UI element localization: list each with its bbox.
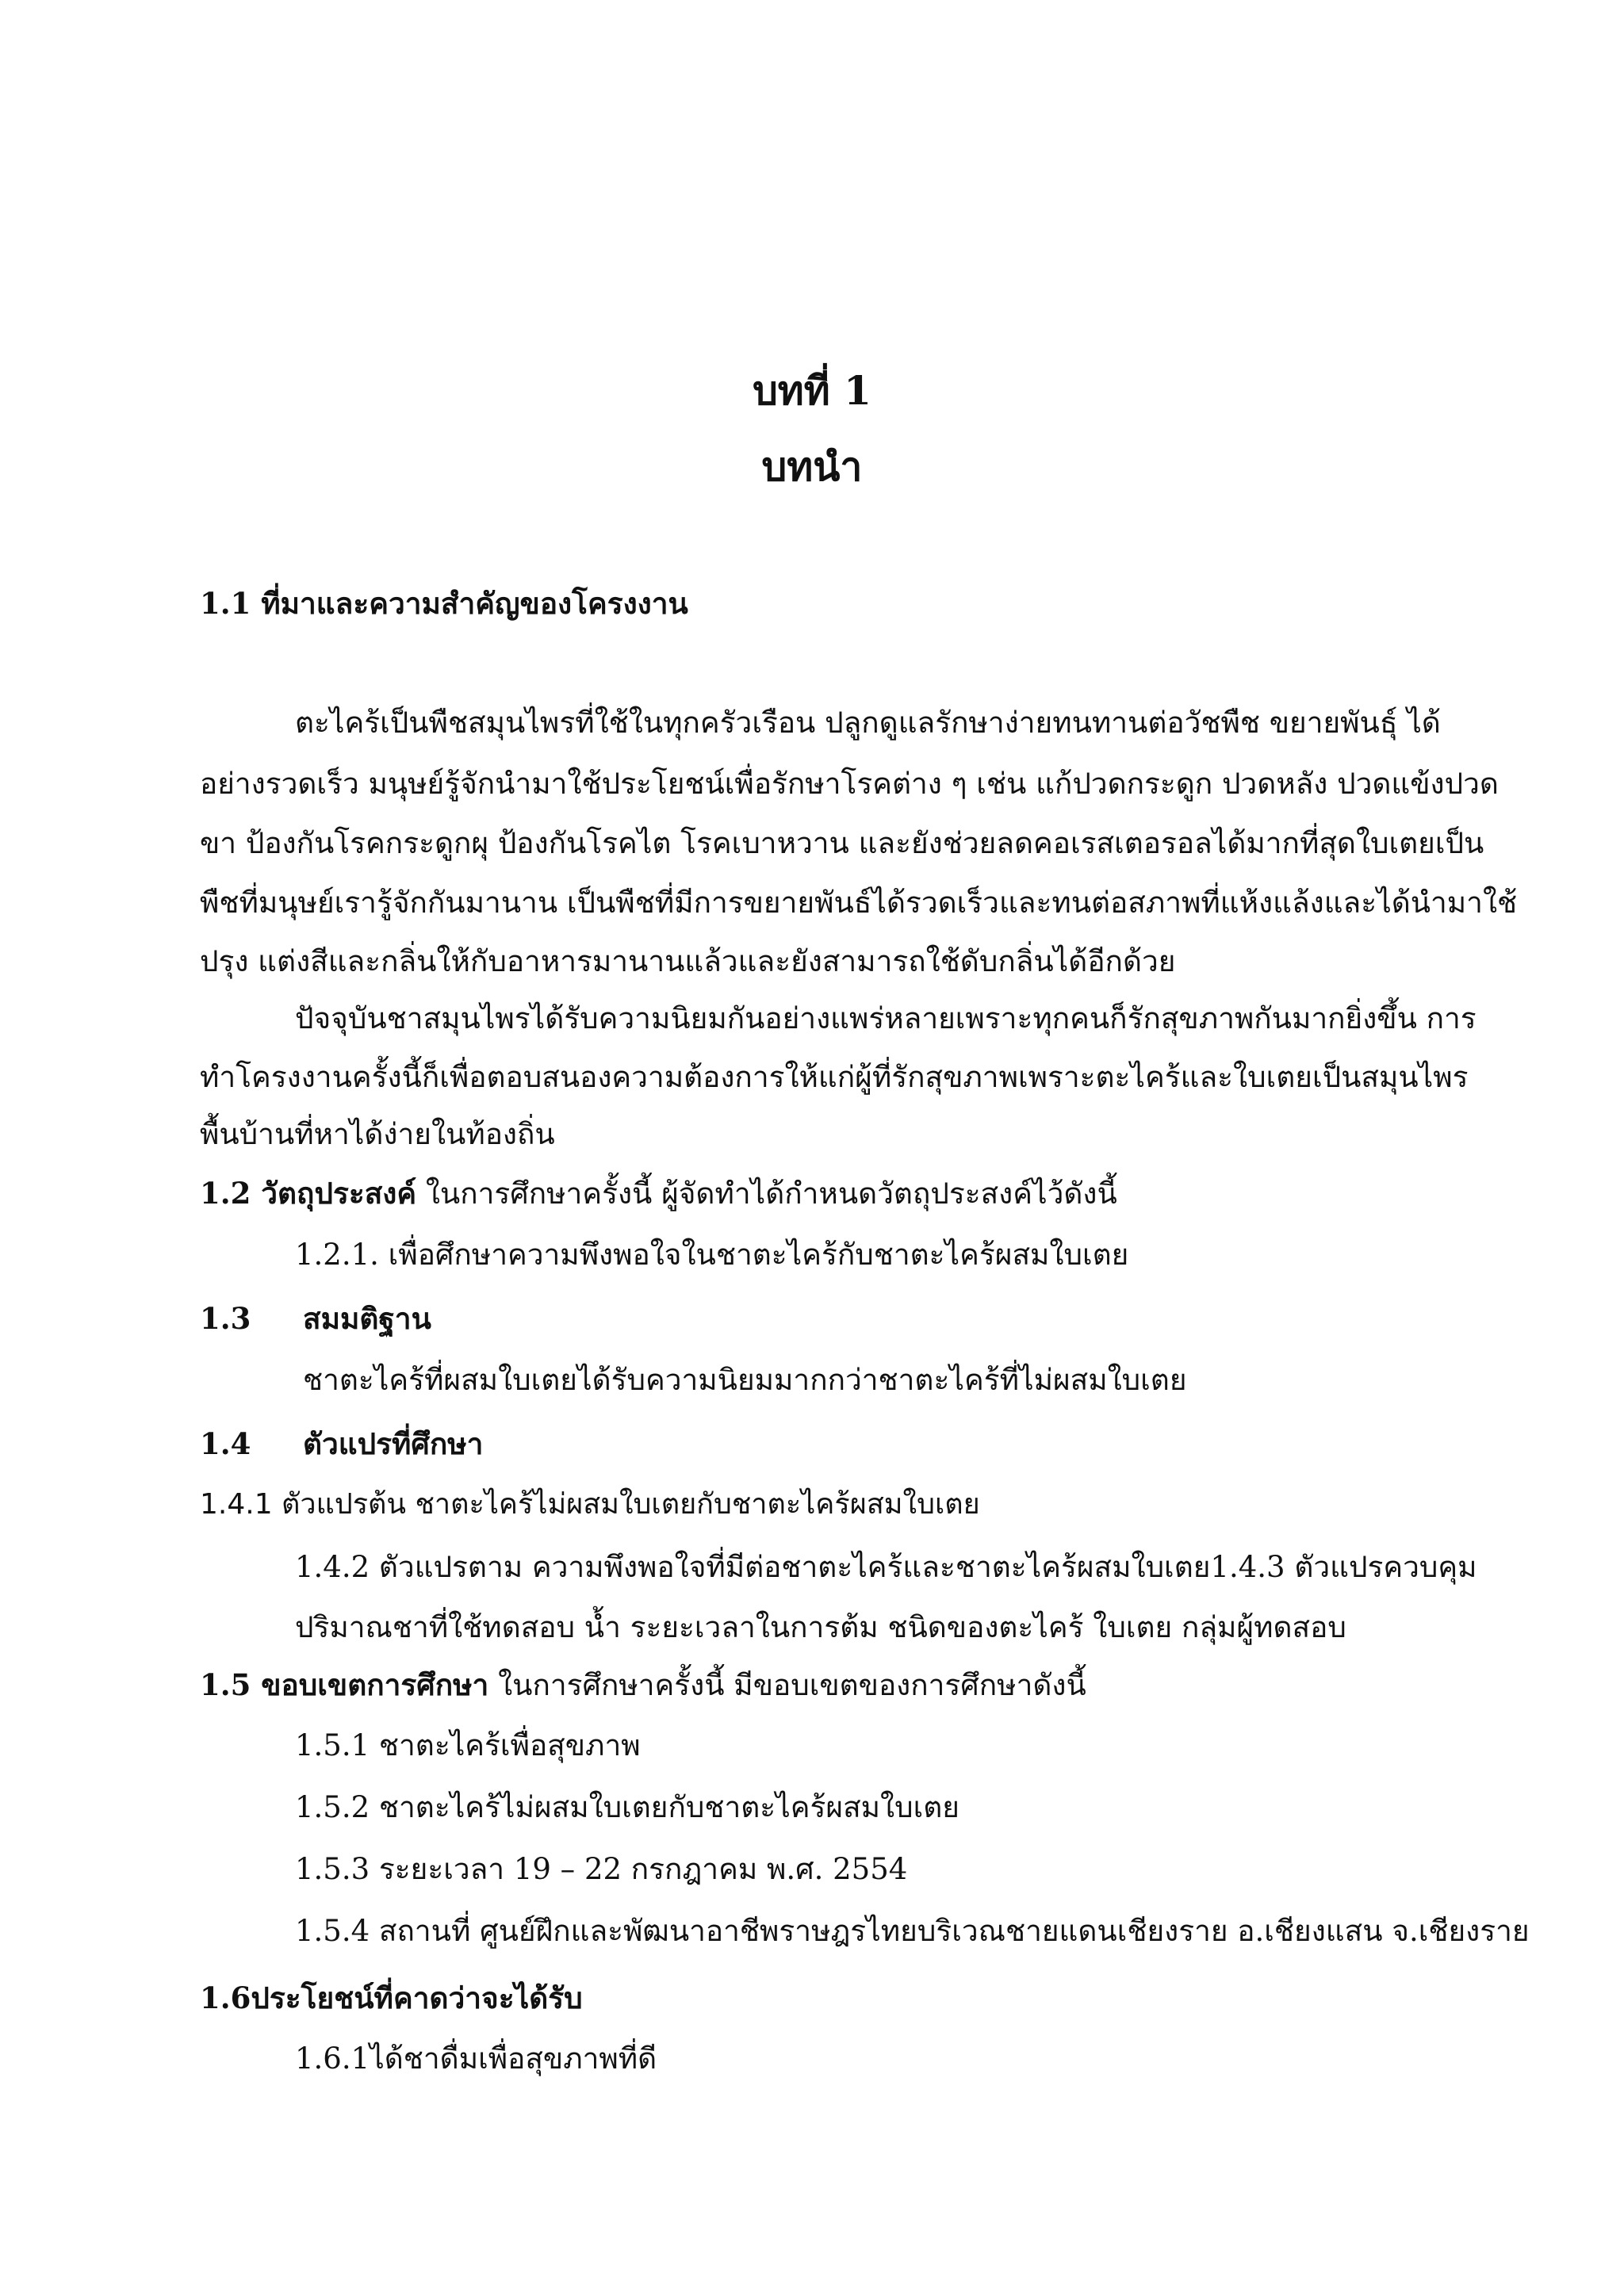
section-1-1-heading: 1.1 ที่มาและความสำคัญของโครงงาน (200, 586, 688, 621)
paragraph-1-line-2: อย่างรวดเร็ว มนุษย์รู้จักนำมาใช้ประโยชน์เพื่อรักษาโรคต่าง ๆ เช่น แก้ปวดกระดูก ปวดหลัง ปวดแข้งปวด (200, 767, 1499, 801)
objective-item-1: 1.2.1. เพื่อศึกษาความพึงพอใจในชาตะไคร้กับชาตะไคร้ผสมใบเตย (295, 1238, 1129, 1272)
variable-item-2-line-1: 1.4.2 ตัวแปรตาม ความพึงพอใจที่มีต่อชาตะไคร้และชาตะไคร้ผสมใบเตย1.4.3 ตัวแปรควบคุม (295, 1550, 1477, 1584)
benefit-item-1: 1.6.1ได้ชาดื่มเพื่อสุขภาพที่ดี (295, 2042, 657, 2076)
section-1-4-title: ตัวแปรที่ศึกษา (303, 1426, 484, 1461)
section-1-4-number: 1.4 (200, 1426, 251, 1461)
section-1-3-title: สมมติฐาน (303, 1301, 431, 1336)
scope-item-1: 1.5.1 ชาตะไคร้เพื่อสุขภาพ (295, 1728, 641, 1762)
chapter-number: บทที่ 1 (753, 367, 871, 414)
variable-item-2-line-2: ปริมาณชาที่ใช้ทดสอบ น้ำ ระยะเวลาในการต้ม ชนิดของตะไคร้ ใบเตย กลุ่มผู้ทดสอบ (295, 1610, 1346, 1644)
section-1-2-heading: 1.2 วัตถุประสงค์ (200, 1176, 417, 1211)
paragraph-1-line-1: ตะไคร้เป็นพืชสมุนไพรที่ใช้ในทุกครัวเรือน ปลูกดูแลรักษาง่ายทนทานต่อวัชพืช ขยายพันธุ์ ได้ (295, 706, 1441, 740)
chapter-title: บทนำ (761, 443, 863, 490)
paragraph-1-line-3: ขา ป้องกันโรคกระดูกผุ ป้องกันโรคไต โรคเบาหวาน และยังช่วยลดคอเรสเตอรอลได้มากที่สุดใบเตยเป็น (200, 826, 1484, 860)
section-1-2-intro: ในการศึกษาครั้งนี้ ผู้จัดทำได้กำหนดวัตถุประสงค์ไว้ดังนี้ (416, 1177, 1117, 1211)
section-1-5-line (200, 1667, 1086, 1702)
scope-item-4: 1.5.4 สถานที่ ศูนย์ฝึกและพัฒนาอาชีพราษฎรไทยบริเวณชายแดนเชียงราย อ.เชียงแสน จ.เชียงราย (295, 1914, 1530, 1948)
section-1-5-intro: ในการศึกษาครั้งนี้ มีขอบเขตของการศึกษาดังนี้ (488, 1668, 1086, 1702)
paragraph-1-line-5: ปรุง แต่งสีและกลิ่นให้กับอาหารมานานแล้วและยังสามารถใช้ดับกลิ่นได้อีกด้วย (200, 944, 1176, 978)
section-1-6-heading: 1.6ประโยชน์ที่คาดว่าจะได้รับ (200, 1980, 583, 2015)
paragraph-2-line-1: ปัจจุบันชาสมุนไพรได้รับความนิยมกันอย่างแพร่หลายเพราะทุกคนก็รักสุขภาพกันมากยิ่งขึ้น การ (295, 1001, 1477, 1035)
hypothesis-text: ชาตะไคร้ที่ผสมใบเตยได้รับความนิยมมากกว่าชาตะไคร้ที่ไม่ผสมใบเตย (303, 1363, 1187, 1397)
paragraph-1-line-4: พืชที่มนุษย์เรารู้จักกันมานาน เป็นพืชที่มีการขยายพันธ์ได้รวดเร็วและทนต่อสภาพที่แห้งแล้งและได้นำมาใช้ (200, 886, 1518, 920)
paragraph-2-line-2: ทำโครงงานครั้งนี้ก็เพื่อตอบสนองความต้องการให้แก่ผู้ที่รักสุขภาพเพราะตะไคร้และใบเตยเป็นสมุนไพร (200, 1060, 1469, 1094)
variable-item-1: 1.4.1 ตัวแปรต้น ชาตะไคร้ไม่ผสมใบเตยกับชาตะไคร้ผสมใบเตย (200, 1488, 980, 1521)
section-1-5-heading: 1.5 ขอบเขตการศึกษา (200, 1667, 489, 1702)
scope-item-3: 1.5.3 ระยะเวลา 19 – 22 กรกฎาคม พ.ศ. 2554 (295, 1852, 908, 1886)
paragraph-2-line-3: พื้นบ้านที่หาได้ง่ายในท้องถิ่น (200, 1117, 555, 1151)
scope-item-2: 1.5.2 ชาตะไคร้ไม่ผสมใบเตยกับชาตะไคร้ผสมใบเตย (295, 1790, 959, 1824)
section-1-3-number: 1.3 (200, 1301, 251, 1336)
section-1-2-line (200, 1176, 1117, 1211)
